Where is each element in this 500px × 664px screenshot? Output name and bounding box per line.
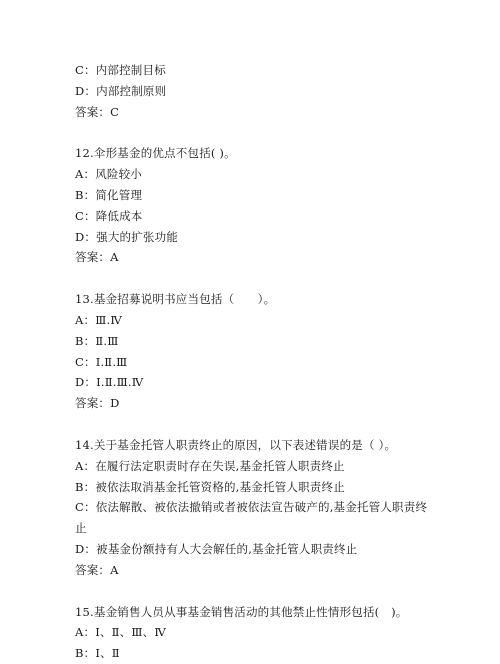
option-d: D：Ⅰ.Ⅱ.Ⅲ.Ⅳ	[75, 375, 144, 390]
question-stem: 15.基金销售人员从事基金销售活动的其他禁止性情形包括( )。	[75, 604, 408, 619]
option-a: A：在履行法定职责时存在失误,基金托管人职责终止	[75, 458, 345, 473]
question-stem: 12.伞形基金的优点不包括( )。	[75, 146, 236, 161]
option-a: A：Ⅰ、Ⅱ、Ⅲ、Ⅳ	[75, 625, 167, 640]
option-a: A：Ⅲ.Ⅳ	[75, 312, 123, 327]
option-d: D：被基金份额持有人大会解任的,基金托管人职责终止	[75, 541, 358, 556]
question-stem: 14.关于基金托管人职责终止的原因，以下表述错误的是（ ）。	[75, 437, 397, 452]
answer: 答案：A	[75, 562, 119, 577]
question-15	[75, 602, 465, 664]
option-b: B：Ⅱ.Ⅲ	[75, 333, 119, 348]
option-d: D：强大的扩张功能	[75, 229, 179, 244]
option-b: B：被依法取消基金托管资格的,基金托管人职责终止	[75, 479, 345, 494]
question-stem: 13.基金招募说明书应当包括（ ）。	[75, 292, 276, 307]
answer: 答案：A	[75, 250, 119, 265]
option-c: C：Ⅰ.Ⅱ.Ⅲ	[75, 354, 128, 369]
option-a: A：风险较小	[75, 167, 143, 182]
option-b: B：Ⅰ、Ⅱ	[75, 646, 120, 661]
answer: 答案：C	[75, 104, 120, 119]
option-c: C：降低成本	[75, 208, 143, 223]
answer: 答案：D	[75, 396, 120, 411]
option-c: C：内部控制目标	[75, 63, 166, 77]
option-b: B：简化管理	[75, 187, 143, 202]
option-d: D：内部控制原则	[75, 83, 167, 98]
question-14	[75, 435, 465, 581]
question-12	[75, 143, 465, 268]
option-c-continuation: 止	[75, 521, 87, 536]
previous-question-tail	[75, 60, 465, 122]
document-page	[75, 60, 465, 664]
option-c: C：依法解散、被依法撤销或者被依法宣告破产的,基金托管人职责终	[75, 500, 428, 515]
question-13	[75, 289, 465, 414]
